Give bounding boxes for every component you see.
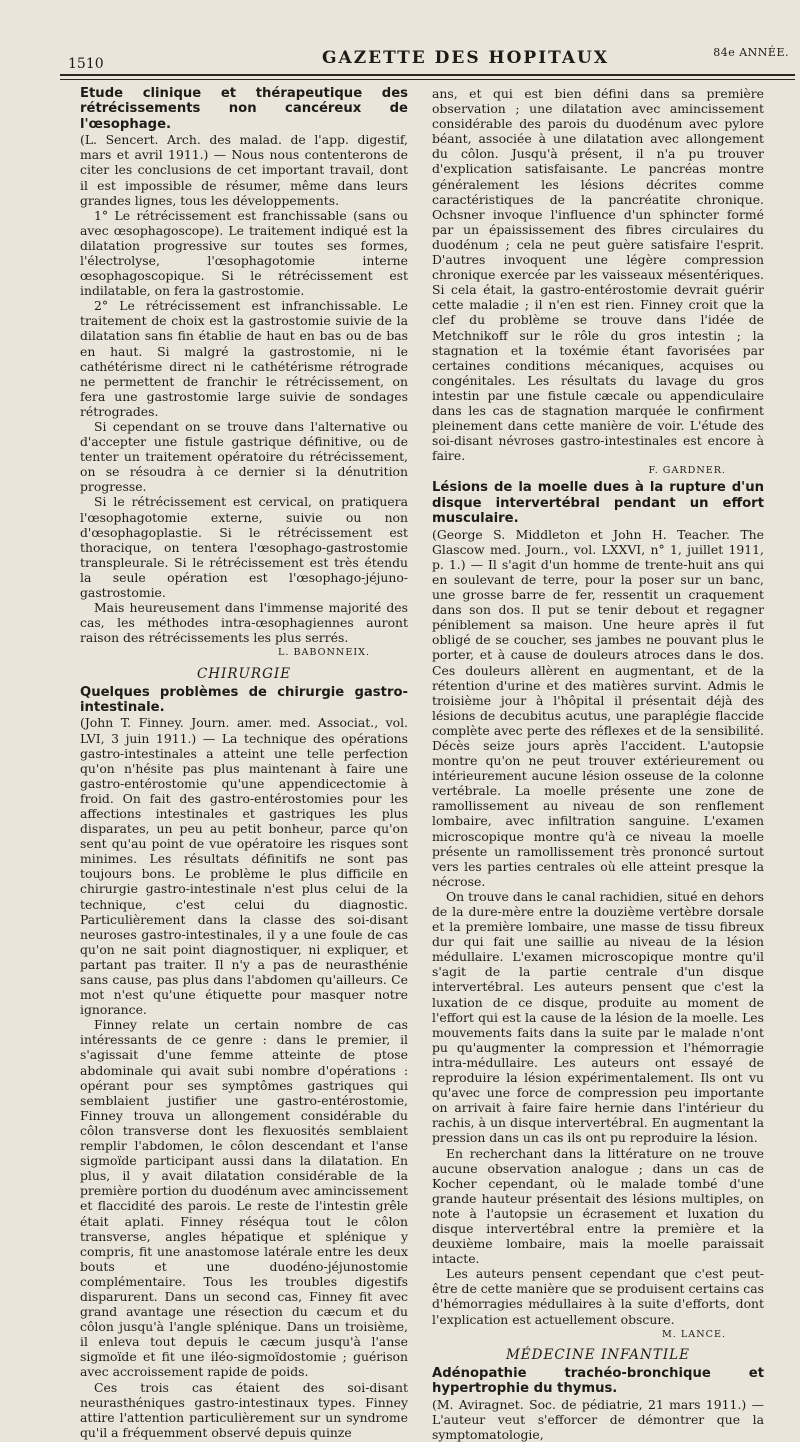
journal-title: GAZETTE DES HOPITAUX bbox=[322, 48, 610, 68]
article-paragraph: Mais heureusement dans l'immense majorité des cas, les méthodes intra-œsophagiennes auront raison des rétrécissements les plus serrés. bbox=[80, 600, 408, 646]
article-paragraph: ans, et qui est bien défini dans sa première observation ; une dilatation avec amincissement considérable des parois du duodénum avec pylore béant, associée à une dilatation avec allongement du côlon. Jusqu'à présent, il n'a pu trouver d'explication satisfaisante. Le pancréas montre généralement les lésions décrites comme caractéristiques de la pancréatite chronique. Ochsner invoque l'influence d'un sphincter formé par un épaississement des fibres circulaires du duodénum ; cela ne peut guère satisfaire l'esprit. D'autres invoquent une légère compression chronique exercée par les vaisseaux mésentériques. Si cela était, la gastro-entérostomie devrait guérir cette maladie ; il n'en est rien. Finney croit que la clef du problème se trouve dans l'idée de Metchnikoff sur le rôle du gros intestin ; la stagnation et la toxémie étant favorisées par certaines conditions mécaniques, acquises ou congénitales. Les résultats du lavage du gros intestin par une fistule cæcale ou appendiculaire dans les cas de stagnation marquée le confirment pleinement dans cette manière de voir. L'étude des soi-disant névroses gastro-intestinales est encore à faire. bbox=[432, 86, 764, 464]
article-reference: (George S. Middleton et John H. Teacher. The Glascow med. Journ., vol. LXXVI, n° 1, juillet 1911, p. 1.) bbox=[432, 526, 764, 572]
article-title-chirurgie: Quelques problèmes de chirurgie gastro-intestinale. bbox=[80, 684, 408, 715]
author-signature: F. GARDNER. bbox=[648, 465, 726, 477]
article-title-thymus: Adénopathie trachéo-bronchique et hypertrophie du thymus. bbox=[432, 1365, 764, 1397]
article-paragraph: Les auteurs pensent cependant que c'est peut-être de cette manière que se produisent certains cas d'hémorragies médullaires à la suite d'efforts, dont l'explication est actuellement obscure. bbox=[432, 1266, 764, 1327]
article-paragraph: 1° Le rétrécissement est franchissable (sans ou avec œsophagoscope). Le traitement indiqué est la dilatation progressive sur toutes ses formes, l'électrolyse, l'œsophagotomie interne œsophagoscopique. Si le rétrécissement est indilatable, on fera la gastrostomie. bbox=[80, 207, 408, 299]
article-paragraph: On trouve dans le canal rachidien, situé en dehors de la dure-mère entre la douzième vertèbre dorsale et la première lombaire, une masse de tissu fibreux dur qui fait une saillie au niveau de la lésion médullaire. L'examen microscopique montre qu'il s'agit de la partie centrale d'un disque intervertébral. Les auteurs pensent que c'est la luxation de ce disque, produite au moment de l'effort qui est la cause de la lésion de la moelle. Les mouvements faits dans la suite par le malade n'ont pu qu'augmenter la compression et l'hémorragie intra-médullaire. Les auteurs ont essayé de reproduire la lésion expérimentalement. Ils ont vu qu'avec une force de compression peu importante on arrivait à faire faire hernie dans l'intérieur du rachis, à un disque intervertébral. En augmentant la pression dans un cas ils ont pu reproduire la lésion. bbox=[432, 888, 764, 1146]
article-paragraph: (L. Sencert. Arch. des malad. de l'app. digestif, mars et avril 1911.) — Nous nous contenterons de citer les conclusions de cet important travail, dont il est impossible de résumer, même dans leurs grandes lignes, tous les développements. bbox=[80, 132, 408, 208]
article-paragraph: Si le rétrécissement est cervical, on pratiquera l'œsophagotomie externe, suivie ou non d'œsophagoplastie. Si le rétrécissement est thoracique, on tentera l'œsophago-gastrostomie transpleurale. Si le rétrécissement est très étendu la seule opération est l'œsophago-jéjuno-gastrostomie. bbox=[80, 494, 408, 601]
page-number: 1510 bbox=[68, 56, 104, 72]
article-paragraph: (George S. Middleton et John H. Teacher. The Glascow med. Journ., vol. LXXVI, n° 1, juillet 1911, p. 1.) — Il s'agit d'un homme de trente-huit ans qui en soulevant de terre, pour la poser sur un banc, une grosse barre de fer, ressentit un craquement dans son dos. Il put se tenir debout et regagner péniblement sa maison. Une heure après il fut obligé de se coucher, ses jambes ne pouvant plus le porter, et à cause de douleurs atroces dans le dos. Ces douleurs allèrent en augmentant, et de la rétention d'urine et des matières survint. Admis le troisième jour à l'hôpital il présentait déjà des lésions de decubitus acutus, une paraplégie flaccide complète avec perte des réflexes et de la sensibilité. Décès seize jours après l'accident. L'autopsie montre qu'on ne peut trouver extérieurement ou intérieurement aucune lésion osseuse de la colonne vertébrale. La moelle présente une zone de ramollissement au niveau de son renflement lombaire, avec infiltration sanguine. L'examen microscopique montre qu'à ce niveau la moelle présente un ramollissement très prononcé surtout vers les parties centrales où elle atteint presque la nécrose. bbox=[432, 526, 764, 889]
right-column bbox=[432, 86, 764, 1442]
year-label: 84e ANNÉE. bbox=[713, 46, 789, 59]
page-header bbox=[60, 40, 795, 76]
article-paragraph: Si cependant on se trouve dans l'alternative ou d'accepter une fistule gastrique définitive, ou de tenter un traitement opératoire du rétrécissement, on se résoudra à ce dernier si la dénutrition progresse. bbox=[80, 419, 408, 495]
article-title-moelle: Lésions de la moelle dues à la rupture d'un disque intervertébral pendant un effort musculaire. bbox=[432, 480, 764, 527]
article-reference: (John T. Finney. Journ. amer. med. Associat., vol. LVI, 3 juin 1911.) bbox=[80, 715, 408, 746]
article-paragraph: (M. Aviragnet. Soc. de pédiatrie, 21 mars 1911.) — L'auteur veut s'efforcer de démontrer que la symptomatologie, bbox=[432, 1396, 764, 1442]
section-heading-medecine-infantile: MÉDECINE INFANTILE bbox=[505, 1346, 691, 1363]
section-heading-chirurgie: CHIRURGIE bbox=[196, 665, 292, 682]
author-signature: M. LANCE. bbox=[661, 1328, 726, 1340]
article-reference: (M. Aviragnet. Soc. de pédiatrie, 21 mars 1911.) bbox=[432, 1396, 747, 1412]
article-paragraph: Finney relate un certain nombre de cas intéressants de ce genre : dans le premier, il s'agissait d'une femme atteinte de ptose abdominale qui avait subi nombre d'opérations : opérant pour ses symptômes gastriques qui semblaient justifier une gastro-entérostomie, Finney trouva un allongement considérable du côlon transverse dont les flexuosités semblaient remplir l'abdomen, le côlon descendant et l'anse sigmoïde participant aussi dans la dilatation. En plus, il y avait dilatation considérable de la première portion du duodénum avec amincissement et flaccidité des parois. Le reste de l'intestin grêle était aplati. Finney réséqua tout le côlon transverse, angles hépatique et splénique y compris, fit une anastomose latérale entre les deux bouts et une duodéno-jéjunostomie complémentaire. Tous les troubles digestifs disparurent. Dans un second cas, Finney fit avec grand avantage une résection du cæcum et du côlon jusqu'à l'angle splénique. Dans un troisième, il enleva tout depuis le cæcum jusqu'à l'anse sigmoïde et fit une iléo-sigmoïdostomie ; guérison avec accroissement rapide de poids. bbox=[80, 1017, 408, 1380]
left-column bbox=[80, 86, 408, 1440]
article-paragraph: Ces trois cas étaient des soi-disant neurasthéniques gastro-intestinaux types. Finney attire l'attention particulièrement sur un syndrome qu'il a fréquemment observé depuis quinze bbox=[80, 1379, 408, 1440]
author-signature: L. BABONNEIX. bbox=[277, 647, 370, 659]
article-paragraph: En recherchant dans la littérature on ne trouve aucune observation analogue ; dans un cas de Kocher cependant, où le malade tombé d'une grande hauteur présentait des lésions multiples, on note à l'autopsie un écrasement et luxation du disque intervertébral entre la première et la deuxième lombaire, mais la moelle paraissait intacte. bbox=[432, 1145, 764, 1267]
article-reference: (L. Sencert. Arch. des malad. de l'app. digestif, mars et avril 1911.) bbox=[80, 132, 408, 163]
article-title-oesophage: Etude clinique et thérapeutique des rétrécissements non cancéreux de l'œsophage. bbox=[80, 86, 408, 132]
article-paragraph: 2° Le rétrécissement est infranchissable. Le traitement de choix est la gastrostomie suivie de la dilatation sans fin établie de haut en bas ou de bas en haut. Si malgré la gastrostomie, ni le cathétérisme direct ni le cathétérisme rétrograde ne permettent de franchir le rétrécissement, on fera une gastrostomie large suivie de sondages rétrogrades. bbox=[80, 298, 408, 419]
article-paragraph: (John T. Finney. Journ. amer. med. Associat., vol. LVI, 3 juin 1911.) — La technique des opérations gastro-intestinales a atteint une telle perfection qu'on n'hésite pas plus maintenant à faire une gastro-entérostomie qu'une appendicectomie à froid. On fait des gastro-entérostomies pour les affections intestinales et gastriques les plus disparates, un peu au petit bonheur, parce qu'on sent qu'au point de vue opératoire les risques sont minimes. Les résultats définitifs ne sont pas toujours bons. Le problème le plus difficile en chirurgie gastro-intestinale n'est plus celui de la technique, c'est celui du diagnostic. Particulièrement dans la classe des soi-disant neuroses gastro-intestinales, il y a une foule de cas qu'on ne sait point diagnostiquer, ni expliquer, et partant pas traiter. Il n'y a pas de neurasthénie sans cause, pas plus dans l'abdomen qu'ailleurs. Ce mot n'est qu'une étiquette pour masquer notre ignorance. bbox=[80, 715, 408, 1018]
